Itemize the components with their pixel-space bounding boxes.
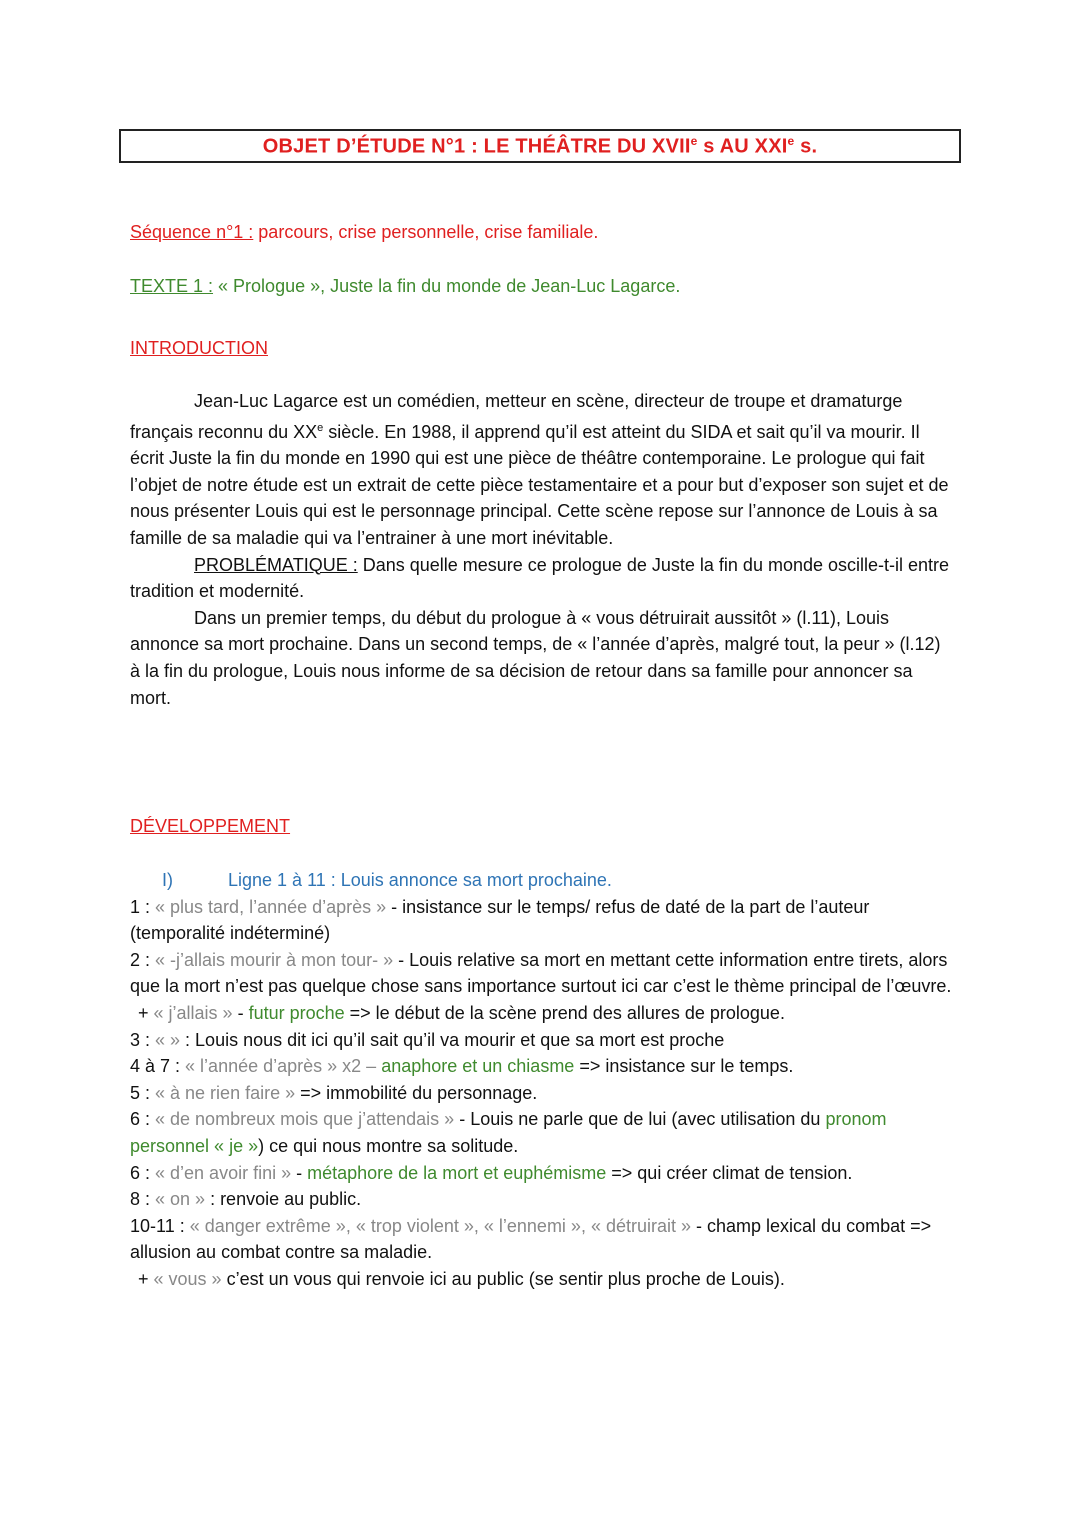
line-ref: 8 : (130, 1189, 156, 1210)
line-ref: 1 : (130, 896, 156, 917)
intro-paragraph-3: Dans un premier temps, du début du prologue à « vous détruirait aussitôt » (l.11), Louis annonce sa mort prochaine. Dans un second temps, de « l’année d’après, malgré tout, la peur » (l.12) à la fin du prologue, Louis nous informe de sa décision de retour dans sa famille pour annoncer sa mort. (130, 607, 941, 708)
development-body (130, 867, 960, 1293)
term: anaphore et un chiasme (381, 1056, 575, 1077)
quote: « l’année d’après » x2 – (185, 1056, 382, 1077)
problematique-text: Dans quelle mesure ce prologue de Juste la fin du monde oscille-t-il entre tradition et modernité. (130, 554, 950, 602)
quote: « on » (155, 1189, 206, 1210)
analysis-line-4 (130, 1053, 960, 1080)
line-ref: 10-11 : (130, 1215, 190, 1236)
line-ref: 5 : (130, 1082, 156, 1103)
analysis-line-10 (130, 1213, 960, 1266)
introduction-body (130, 388, 955, 711)
comment: c’est un vous qui renvoie ici au public (se sentir plus proche de Louis). (221, 1268, 785, 1289)
analysis-line-3 (130, 1027, 960, 1054)
comment: => qui créer climat de tension. (606, 1162, 853, 1183)
analysis-line-8 (130, 1186, 960, 1213)
quote: « -j’allais mourir à mon tour- » (155, 949, 394, 970)
quote: « » (155, 1029, 181, 1050)
comment: - Louis relative sa mort en mettant cette information entre tirets, alors que la mort n’est pas quelque chose sans importance surtout ici car c’est le thème principal de l’œuvre. (130, 949, 952, 997)
quote: « danger extrême », « trop violent », « l’ennemi », « détruirait » (189, 1215, 692, 1236)
texte-line (130, 273, 680, 299)
analysis-line-6 (130, 1106, 960, 1159)
title-suffix: s. (794, 135, 818, 158)
line-ref: 3 : (130, 1029, 156, 1050)
title-sup: e (690, 133, 698, 148)
comment: => le début de la scène prend des allures de prologue. (344, 1002, 785, 1023)
title-sup: e (787, 133, 795, 148)
intro-problematique (130, 552, 955, 605)
line-ref: 2 : (130, 949, 156, 970)
title-box (119, 129, 961, 163)
comment: ) ce qui nous montre sa solitude. (258, 1135, 519, 1156)
problematique-label: PROBLÉMATIQUE : (194, 554, 358, 575)
intro-p1-sup: e (317, 421, 324, 434)
part-heading (130, 867, 960, 894)
line-ref: 6 : (130, 1109, 156, 1130)
plus-marker: + (138, 1002, 154, 1023)
comment: => immobilité du personnage. (295, 1082, 538, 1103)
plus-marker: + (138, 1268, 154, 1289)
line-ref: 6 : (130, 1162, 156, 1183)
term: futur proche (248, 1002, 345, 1023)
dash: - (232, 1002, 249, 1023)
analysis-line-5 (130, 1080, 960, 1107)
analysis-line-2 (130, 947, 960, 1000)
comment: - insistance sur le temps/ refus de daté de la part de l’auteur (temporalité indéterminé) (130, 896, 870, 944)
texte-label: TEXTE 1 : (130, 276, 214, 296)
intro-paragraph-1 (130, 388, 955, 552)
page-title (263, 134, 817, 159)
title-mid: s AU XXI (697, 135, 788, 158)
dash: - (291, 1162, 308, 1183)
analysis-line-1 (130, 894, 960, 947)
title-prefix: OBJET D’ÉTUDE N°1 : LE THÉÂTRE DU XVII (262, 135, 691, 158)
texte-text: « Prologue », Juste la fin du monde de Jean-Luc Lagarce. (213, 276, 681, 296)
line-ref: 4 à 7 : (130, 1056, 186, 1077)
quote: « vous » (153, 1268, 222, 1289)
quote: « à ne rien faire » (155, 1082, 296, 1103)
quote: « d’en avoir fini » (155, 1162, 292, 1183)
analysis-line-2b (130, 1000, 960, 1027)
part-number: I) (162, 870, 173, 890)
intro-p1-text-cont: siècle. En 1988, il apprend qu’il est atteint du SIDA et sait qu’il va mourir. Il écrit Juste la fin du monde en 1990 qui est une pièce de théâtre contemporaine. Le prologue qui fait l’objet de notre étude est un extrait de cette pièce testamentaire et a pour but d’exposer son sujet et de nous présenter Louis qui est le personnage principal. Cette scène repose sur l’annonce de Louis à sa famille de sa maladie qui va l’entrainer à une mort inévitable. (130, 421, 949, 548)
part-title: Ligne 1 à 11 : Louis annonce sa mort prochaine. (228, 870, 612, 890)
development-heading: DÉVELOPPEMENT (130, 816, 291, 836)
quote: « j’allais » (153, 1002, 233, 1023)
quote: « de nombreux mois que j’attendais » (155, 1109, 455, 1130)
sequence-label: Séquence n°1 : (130, 222, 254, 242)
comment: : Louis nous dit ici qu’il sait qu’il va mourir et que sa mort est proche (180, 1029, 725, 1050)
sequence-line (130, 219, 598, 245)
introduction-heading: INTRODUCTION (130, 338, 268, 358)
comment: - Louis ne parle que de lui (avec utilisation du (454, 1109, 826, 1130)
analysis-line-6b (130, 1160, 960, 1187)
sequence-text: parcours, crise personnelle, crise familiale. (253, 222, 599, 242)
term: pronom personnel « je » (130, 1109, 887, 1156)
quote: « plus tard, l’année d’après » (155, 896, 387, 917)
comment: - champ lexical du combat => allusion au combat contre sa maladie. (130, 1215, 932, 1263)
intro-p1-text: Jean-Luc Lagarce est un comédien, metteur en scène, directeur de troupe et dramaturge français reconnu du XX (130, 391, 903, 442)
comment: : renvoie au public. (205, 1189, 362, 1210)
analysis-line-10b (130, 1266, 960, 1293)
comment: => insistance sur le temps. (574, 1056, 794, 1077)
term: métaphore de la mort et euphémisme (307, 1162, 607, 1183)
